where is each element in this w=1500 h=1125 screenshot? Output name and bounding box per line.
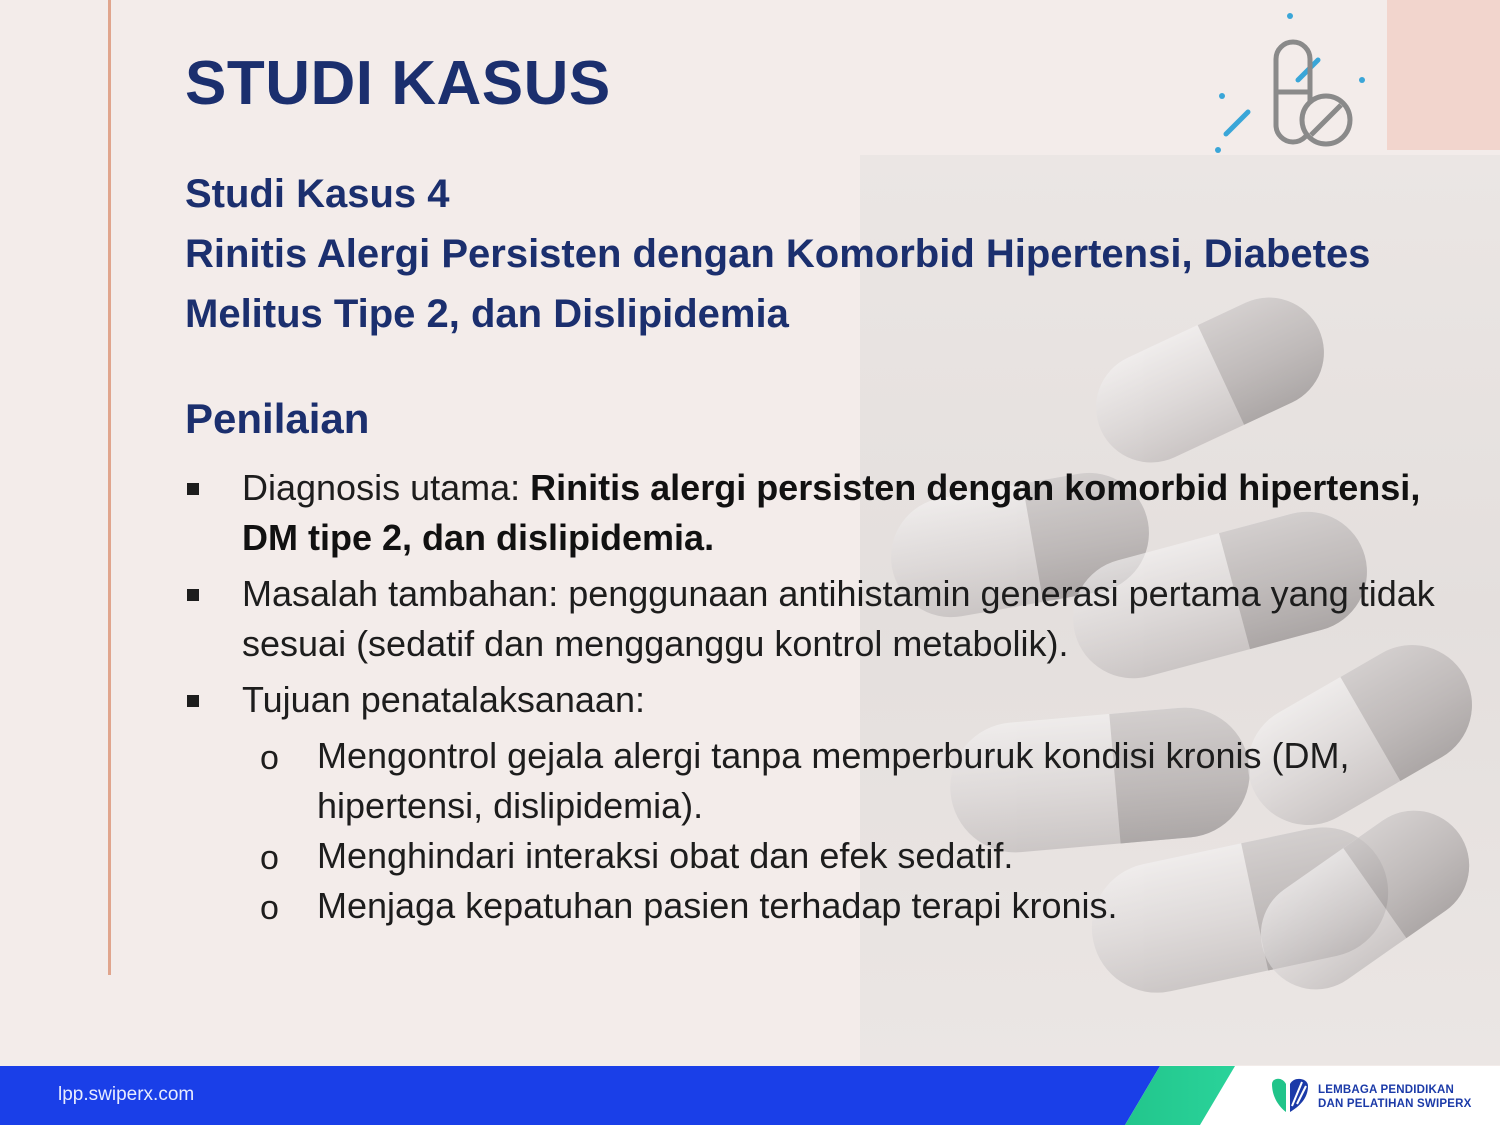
swiperx-logo-icon (1268, 1076, 1314, 1118)
diagnosis-label: Diagnosis utama: (242, 467, 531, 508)
list-item (185, 675, 1445, 931)
case-title-line-1: Rinitis Alergi Persisten dengan Komorbid Hipertensi, Diabetes (185, 232, 1371, 276)
footer-logo-text (1318, 1083, 1472, 1111)
case-number: Studi Kasus 4 (185, 172, 450, 216)
goals-sublist (242, 731, 1445, 931)
sub-list-item: o Menghindari interaksi obat dan efek sedatif. (242, 831, 1445, 881)
assessment-list (185, 463, 1445, 937)
footer-url[interactable]: lpp.swiperx.com (58, 1084, 195, 1105)
pill-capsule-icon (1210, 8, 1380, 158)
sub-list-item: o Menjaga kepatuhan pasien terhadap terapi kronis. (242, 881, 1445, 931)
corner-accent-block (1387, 0, 1500, 150)
footer-bar (0, 1066, 1500, 1125)
left-accent-line (108, 0, 111, 975)
logo-line-2: DAN PELATIHAN SWIPERX (1318, 1098, 1472, 1110)
slide-title: STUDI KASUS (185, 49, 611, 118)
goals-label: Tujuan penatalaksanaan: (242, 679, 645, 720)
section-heading: Penilaian (185, 395, 370, 442)
list-item (185, 463, 1445, 563)
case-title-line-2: Melitus Tipe 2, dan Dislipidemia (185, 292, 789, 336)
logo-line-1: LEMBAGA PENDIDIKAN (1318, 1084, 1455, 1096)
list-item: Masalah tambahan: penggunaan antihistamin generasi pertama yang tidak sesuai (sedatif dan mengganggu kontrol metabolik). (185, 569, 1445, 669)
sub-list-item: o Mengontrol gejala alergi tanpa memperburuk kondisi kronis (DM, hipertensi, dislipidemia). (242, 731, 1445, 831)
case-subtitle (185, 164, 1475, 344)
diagnosis-value: Rinitis alergi persisten dengan komorbid hipertensi, DM tipe 2, dan dislipidemia. (242, 467, 1421, 558)
